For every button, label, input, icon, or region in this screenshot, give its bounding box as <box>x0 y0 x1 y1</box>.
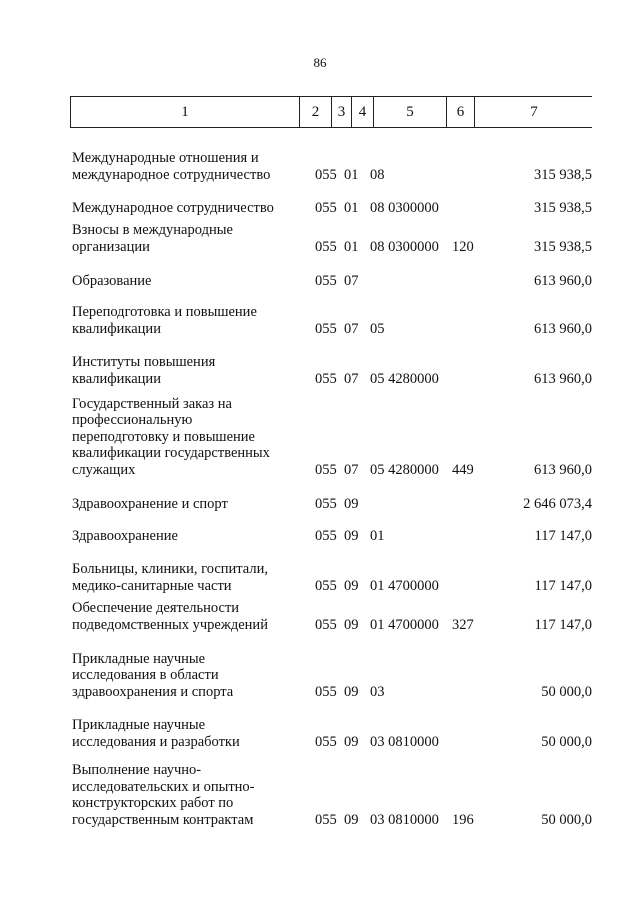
row-col-2: 055 <box>315 733 337 750</box>
row-col-3: 09 <box>344 811 359 828</box>
row-col-3: 09 <box>344 577 359 594</box>
row-name: Образование <box>72 272 152 289</box>
row-col-2: 055 <box>315 683 337 700</box>
row-col-6: 120 <box>452 238 474 255</box>
row-name: Обеспечение деятельности подведомственных учреждений <box>72 600 268 633</box>
row-col-2: 055 <box>315 577 337 594</box>
row-col-3: 07 <box>344 272 359 289</box>
row-name: Взносы в международные организации <box>72 222 233 255</box>
row-col-4: 03 <box>370 683 385 700</box>
row-col-4: 08 0300000 <box>370 238 439 255</box>
row-col-3: 01 <box>344 238 359 255</box>
row-amount: 117 147,0 <box>534 527 592 544</box>
header-col-3: 3 <box>332 97 352 127</box>
row-amount: 117 147,0 <box>534 577 592 594</box>
row-col-2: 055 <box>315 320 337 337</box>
row-amount: 50 000,0 <box>541 733 592 750</box>
header-col-5: 5 <box>374 97 447 127</box>
row-col-4: 05 4280000 <box>370 461 439 478</box>
row-amount: 50 000,0 <box>541 683 592 700</box>
row-name: Международное сотрудничество <box>72 199 274 216</box>
row-amount: 315 938,5 <box>534 238 592 255</box>
row-name: Выполнение научно- исследовательских и опытно- конструкторских работ по государственным контрактам <box>72 762 255 828</box>
row-col-6: 449 <box>452 461 474 478</box>
header-col-1: 1 <box>71 97 300 127</box>
row-col-3: 07 <box>344 370 359 387</box>
row-col-2: 055 <box>315 811 337 828</box>
row-amount: 315 938,5 <box>534 199 592 216</box>
row-amount: 50 000,0 <box>541 811 592 828</box>
row-col-6: 196 <box>452 811 474 828</box>
row-col-6: 327 <box>452 616 474 633</box>
row-col-4: 03 0810000 <box>370 811 439 828</box>
row-name: Прикладные научные исследования и разработки <box>72 717 240 750</box>
row-col-4: 08 <box>370 166 385 183</box>
row-col-3: 07 <box>344 320 359 337</box>
row-amount: 613 960,0 <box>534 370 592 387</box>
row-col-4: 03 0810000 <box>370 733 439 750</box>
row-name: Государственный заказ на профессиональную переподготовку и повышение квалификации государственных служащих <box>72 395 270 478</box>
row-col-4: 05 4280000 <box>370 370 439 387</box>
row-col-3: 09 <box>344 683 359 700</box>
row-col-3: 09 <box>344 495 359 512</box>
header-col-4: 4 <box>352 97 374 127</box>
row-col-3: 07 <box>344 461 359 478</box>
row-col-4: 08 0300000 <box>370 199 439 216</box>
row-name: Здравоохранение <box>72 527 178 544</box>
row-col-2: 055 <box>315 527 337 544</box>
row-amount: 117 147,0 <box>534 616 592 633</box>
row-name: Переподготовка и повышение квалификации <box>72 304 257 337</box>
row-col-4: 01 4700000 <box>370 616 439 633</box>
row-col-2: 055 <box>315 199 337 216</box>
row-amount: 613 960,0 <box>534 272 592 289</box>
row-col-3: 01 <box>344 199 359 216</box>
row-amount: 613 960,0 <box>534 320 592 337</box>
page-number: 86 <box>313 55 327 70</box>
header-col-7: 7 <box>530 103 538 120</box>
row-col-4: 01 4700000 <box>370 577 439 594</box>
header-col-6: 6 <box>447 97 475 127</box>
row-name: Институты повышения квалификации <box>72 354 216 387</box>
row-col-2: 055 <box>315 370 337 387</box>
row-col-3: 09 <box>344 616 359 633</box>
row-col-2: 055 <box>315 166 337 183</box>
row-col-2: 055 <box>315 616 337 633</box>
row-amount: 2 646 073,4 <box>523 495 592 512</box>
row-col-3: 01 <box>344 166 359 183</box>
row-name: Прикладные научные исследования в области здравоохранения и спорта <box>72 650 234 700</box>
row-col-2: 055 <box>315 238 337 255</box>
row-col-3: 09 <box>344 733 359 750</box>
row-col-2: 055 <box>315 272 337 289</box>
row-col-3: 09 <box>344 527 359 544</box>
row-amount: 315 938,5 <box>534 166 592 183</box>
row-col-4: 01 <box>370 527 385 544</box>
row-name: Больницы, клиники, госпитали, медико-санитарные части <box>72 561 268 594</box>
row-name: Здравоохранение и спорт <box>72 495 228 512</box>
row-amount: 613 960,0 <box>534 461 592 478</box>
header-col-2: 2 <box>300 97 332 127</box>
row-col-4: 05 <box>370 320 385 337</box>
row-col-2: 055 <box>315 461 337 478</box>
row-col-2: 055 <box>315 495 337 512</box>
row-name: Международные отношения и международное сотрудничество <box>72 150 271 183</box>
